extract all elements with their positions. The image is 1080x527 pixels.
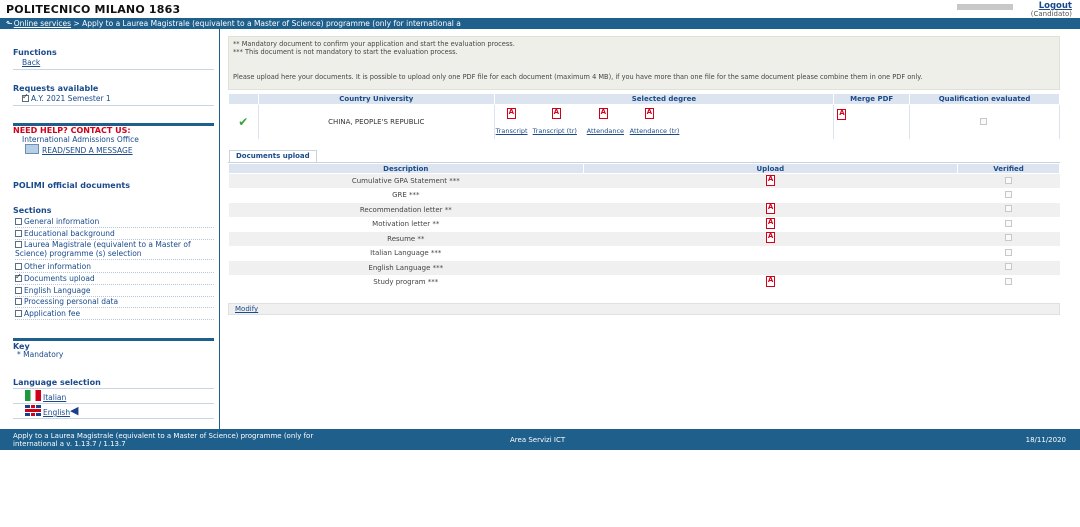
- sections-title: Sections: [13, 206, 52, 215]
- functions-title: Functions: [13, 48, 57, 57]
- header-country: Country University: [258, 94, 494, 105]
- back-arrow-icon: ⬑: [6, 19, 13, 28]
- document-description: Recommendation letter **: [229, 203, 584, 218]
- section-item[interactable]: [15, 297, 214, 308]
- italian-flag-icon[interactable]: [25, 390, 41, 401]
- back-link[interactable]: Back: [22, 58, 41, 67]
- verified-cell: [958, 203, 1060, 218]
- verified-checkbox: [1005, 205, 1012, 212]
- notice-line-2: *** This document is not mandatory to start the evaluation process.: [233, 48, 458, 56]
- divider-thick: [13, 338, 214, 341]
- transcript-tr-link[interactable]: Transcript (tr): [532, 127, 577, 135]
- selected-language-arrow-icon: ◀: [70, 404, 79, 417]
- table-row: [229, 246, 1060, 261]
- document-description: Cumulative GPA Statement ***: [229, 174, 584, 189]
- table-row: [229, 174, 1060, 189]
- section-item-label: Educational background: [24, 229, 115, 238]
- notice-line-1: ** Mandatory document to confirm your application and start the evaluation process.: [233, 40, 515, 48]
- checkbox-icon: [15, 275, 22, 282]
- request-item-label: A.Y. 2021 Semester 1: [31, 94, 111, 103]
- divider: [13, 418, 214, 419]
- user-role: (Candidato): [1030, 10, 1072, 18]
- document-upload-cell: [583, 232, 958, 247]
- pdf-icon[interactable]: [766, 203, 775, 214]
- document-description: GRE ***: [392, 191, 420, 200]
- table-row: [229, 261, 1060, 276]
- verified-checkbox: [1005, 177, 1012, 184]
- pdf-icon[interactable]: [599, 108, 608, 119]
- checkbox-icon: [15, 218, 22, 225]
- section-item-label: English Language: [24, 286, 91, 295]
- user-name-redacted: [957, 4, 1013, 10]
- section-item[interactable]: [15, 229, 214, 240]
- verified-cell: [958, 188, 1060, 203]
- header-status: [229, 94, 259, 105]
- checkbox-icon: [15, 263, 22, 270]
- read-send-message-link[interactable]: READ/SEND A MESSAGE: [42, 146, 133, 155]
- checkbox-icon: [15, 230, 22, 237]
- document-upload-cell: [583, 275, 958, 290]
- pdf-icon[interactable]: [766, 175, 775, 186]
- checkbox-icon: [15, 287, 22, 294]
- merge-pdf-cell: [834, 105, 910, 139]
- official-documents-link[interactable]: POLIMI official documents: [13, 181, 130, 190]
- verified-checkbox: [1005, 263, 1012, 270]
- header-degree: Selected degree: [494, 94, 834, 105]
- table-row: [229, 275, 1060, 290]
- document-upload-cell: [583, 188, 958, 203]
- degree-cell: [494, 105, 834, 139]
- help-title: NEED HELP? CONTACT US:: [13, 126, 131, 135]
- pdf-icon[interactable]: [645, 108, 654, 119]
- notice-line-3: Please upload here your documents. It is possible to upload only one PDF file for each document (maximum 4 MB), if you have more than one file for the same document please combine them in one PDF only.: [233, 73, 923, 81]
- request-item[interactable]: [22, 94, 111, 103]
- document-upload-cell: [583, 174, 958, 189]
- main-content: [221, 29, 1080, 429]
- qualification-checkbox: [980, 118, 987, 125]
- documents-table: [228, 163, 1060, 290]
- breadcrumb-online-services[interactable]: Online services: [13, 19, 72, 28]
- verified-cell: [958, 246, 1060, 261]
- verified-checkbox: [1005, 234, 1012, 241]
- verified-cell: [958, 261, 1060, 276]
- header-merge: Merge PDF: [834, 94, 910, 105]
- status-cell: [229, 105, 259, 139]
- key-title: Key: [13, 342, 30, 351]
- document-description: Motivation letter **: [372, 220, 440, 229]
- pdf-icon[interactable]: [766, 218, 775, 229]
- pdf-icon[interactable]: [766, 232, 775, 243]
- table-row: [229, 217, 1060, 232]
- verified-checkbox: [1005, 278, 1012, 285]
- section-item[interactable]: [15, 217, 214, 228]
- logout-link[interactable]: Logout: [1038, 1, 1072, 11]
- language-title: Language selection: [13, 378, 101, 387]
- table-row: [229, 203, 1060, 218]
- divider: [13, 69, 214, 70]
- section-item[interactable]: [15, 274, 214, 285]
- attendance-link[interactable]: Attendance: [586, 127, 625, 135]
- document-upload-cell: [583, 246, 958, 261]
- header-description: Description: [229, 164, 584, 174]
- notice-box: [228, 36, 1060, 90]
- header-qualification: Qualification evaluated: [910, 94, 1060, 105]
- section-item[interactable]: [15, 286, 214, 297]
- section-item-label: Application fee: [24, 309, 81, 318]
- sidebar: [0, 29, 220, 429]
- verified-checkbox: [1005, 191, 1012, 198]
- document-upload-cell: [583, 261, 958, 276]
- language-italian-link[interactable]: Italian: [43, 393, 67, 402]
- check-icon: ✔: [238, 114, 249, 129]
- pdf-icon[interactable]: [507, 108, 516, 119]
- checkbox-icon: [15, 298, 22, 305]
- header-upload: Upload: [583, 164, 958, 174]
- table-row: [229, 188, 1060, 203]
- document-description: Study program ***: [373, 278, 439, 287]
- footer-date: 18/11/2020: [1025, 436, 1066, 444]
- section-item-label: Processing personal data: [24, 297, 119, 306]
- modify-bar: [228, 303, 1060, 315]
- footer-center: Area Servizi ICT: [510, 436, 566, 444]
- verified-cell: [958, 217, 1060, 232]
- checkbox-icon: [22, 95, 29, 102]
- help-office: International Admissions Office: [22, 135, 139, 144]
- divider: [13, 388, 214, 389]
- message-icon: [25, 144, 39, 154]
- english-flag-icon[interactable]: [25, 405, 41, 416]
- verified-cell: [958, 174, 1060, 189]
- key-mandatory: * Mandatory: [17, 350, 64, 359]
- transcript-link[interactable]: Transcript: [495, 127, 528, 135]
- breadcrumb-current: > Apply to a Laurea Magistrale (equivalent to a Master of Science) programme (only for international a: [71, 19, 461, 28]
- document-description: Resume **: [229, 232, 584, 247]
- pdf-icon[interactable]: [552, 108, 561, 119]
- document-upload-cell: [583, 217, 958, 232]
- footer-app-version: Apply to a Laurea Magistrale (equivalent to a Master of Science) programme (only for international a v. 1.13.7 / 1.13.7: [13, 432, 314, 448]
- section-item-label: Documents upload: [24, 274, 95, 283]
- breadcrumb: [0, 18, 1080, 29]
- section-item-label: General information: [24, 217, 100, 226]
- divider: [13, 105, 214, 106]
- qualification-cell: [910, 105, 1060, 139]
- section-item-label: Laurea Magistrale (equivalent to a Master of Science) programme (s) selection: [15, 240, 191, 258]
- pdf-icon[interactable]: [837, 109, 846, 120]
- pdf-icon[interactable]: [766, 276, 775, 287]
- footer: [0, 429, 1080, 450]
- brand-logo: POLITECNICO MILANO 1863: [6, 3, 181, 16]
- section-item[interactable]: [15, 309, 214, 320]
- section-item-label: Other information: [24, 262, 91, 271]
- header-verified: Verified: [958, 164, 1060, 174]
- document-description: English Language ***: [229, 261, 584, 276]
- checkbox-icon: [15, 310, 22, 317]
- verified-cell: [958, 232, 1060, 247]
- verified-checkbox: [1005, 249, 1012, 256]
- language-english-link[interactable]: English: [43, 408, 71, 417]
- section-item[interactable]: [15, 240, 214, 260]
- table-row: [229, 232, 1060, 247]
- requests-title: Requests available: [13, 84, 99, 93]
- modify-link[interactable]: Modify: [235, 305, 259, 313]
- tab-documents-upload[interactable]: Documents upload: [229, 150, 317, 162]
- top-bar: [0, 0, 1080, 18]
- checkbox-icon: [15, 241, 22, 248]
- document-description: Italian Language ***: [370, 249, 442, 258]
- verified-cell: [958, 275, 1060, 290]
- university-table: [228, 93, 1060, 139]
- verified-checkbox: [1005, 220, 1012, 227]
- section-item[interactable]: [15, 262, 214, 273]
- attendance-tr-link[interactable]: Attendance (tr): [629, 127, 680, 135]
- country-cell: CHINA, PEOPLE'S REPUBLIC: [258, 105, 494, 139]
- document-upload-cell: [583, 203, 958, 218]
- divider: [13, 403, 214, 404]
